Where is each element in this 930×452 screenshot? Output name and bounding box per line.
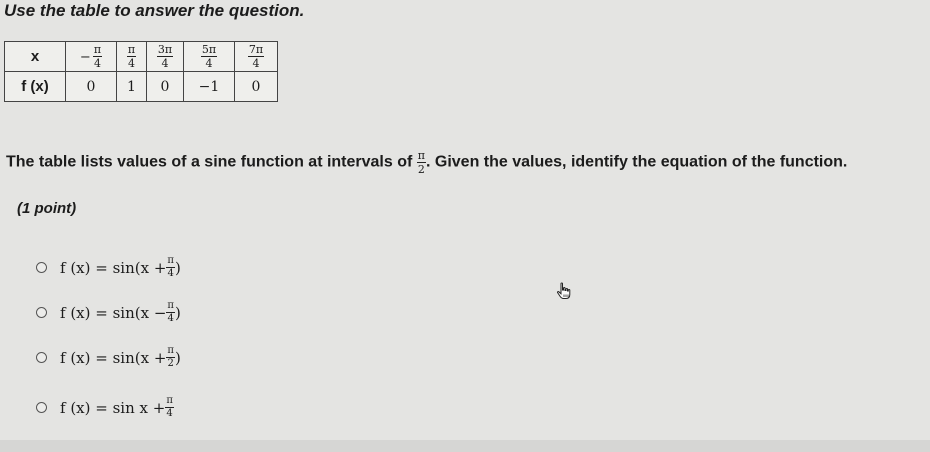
x-num: 5π	[201, 43, 217, 56]
x-den: 4	[205, 57, 213, 70]
table-row-fx	[5, 72, 278, 102]
option-tail: )	[174, 348, 181, 367]
x-num: π	[127, 43, 136, 56]
fx-cell: 0	[147, 72, 184, 102]
option-tail: )	[174, 303, 181, 322]
option-frac-num: π	[167, 345, 174, 356]
fx-cell: 0	[235, 72, 278, 102]
x-cell	[66, 42, 117, 72]
option-frac-den: 2	[167, 358, 174, 369]
option-frac-den: 4	[167, 268, 174, 279]
option-tail: )	[174, 258, 181, 277]
x-sign: −	[79, 49, 91, 65]
answer-option-4[interactable]	[36, 396, 174, 419]
radio-button[interactable]	[36, 352, 47, 363]
fx-cell: 0	[66, 72, 117, 102]
bottom-edge	[0, 440, 930, 452]
x-cell	[117, 42, 147, 72]
option-frac-den: 4	[167, 313, 174, 324]
x-den: 4	[127, 57, 135, 70]
x-den: 4	[252, 57, 260, 70]
values-table	[4, 41, 278, 102]
question-frac-den: 2	[417, 163, 425, 176]
answer-option-2[interactable]	[36, 301, 181, 324]
question-frac-num: π	[417, 149, 425, 162]
question-fraction	[417, 150, 426, 175]
question-text	[6, 150, 847, 175]
x-cell	[184, 42, 235, 72]
answer-option-1[interactable]	[36, 256, 181, 279]
x-num: π	[93, 43, 102, 56]
option-lead: f (x) = sin(x +	[60, 258, 167, 277]
radio-button[interactable]	[36, 402, 47, 413]
x-num: 3π	[157, 43, 173, 56]
fx-cell: 1	[117, 72, 147, 102]
fx-row-header: f (x)	[5, 72, 66, 102]
x-den: 4	[161, 57, 169, 70]
option-frac-den: 4	[166, 408, 173, 419]
option-frac-num: π	[166, 395, 173, 406]
option-lead: f (x) = sin(x −	[60, 303, 167, 322]
option-frac-num: π	[167, 255, 174, 266]
option-lead: f (x) = sin x +	[60, 398, 166, 417]
x-row-header: x	[5, 42, 66, 72]
radio-button[interactable]	[36, 262, 47, 273]
answer-option-3[interactable]	[36, 346, 181, 369]
question-after: . Given the values, identify the equation of the function.	[426, 153, 848, 171]
question-before: The table lists values of a sine function at intervals of	[6, 153, 417, 171]
hand-cursor-icon	[556, 282, 572, 300]
x-num: 7π	[248, 43, 264, 56]
table-row-x	[5, 42, 278, 72]
option-lead: f (x) = sin(x +	[60, 348, 167, 367]
x-den: 4	[93, 57, 101, 70]
fx-cell: −1	[184, 72, 235, 102]
option-frac-num: π	[167, 300, 174, 311]
x-cell	[235, 42, 278, 72]
radio-button[interactable]	[36, 307, 47, 318]
points-label: (1 point)	[17, 200, 77, 217]
instruction-text: Use the table to answer the question.	[4, 1, 305, 20]
x-cell	[147, 42, 184, 72]
